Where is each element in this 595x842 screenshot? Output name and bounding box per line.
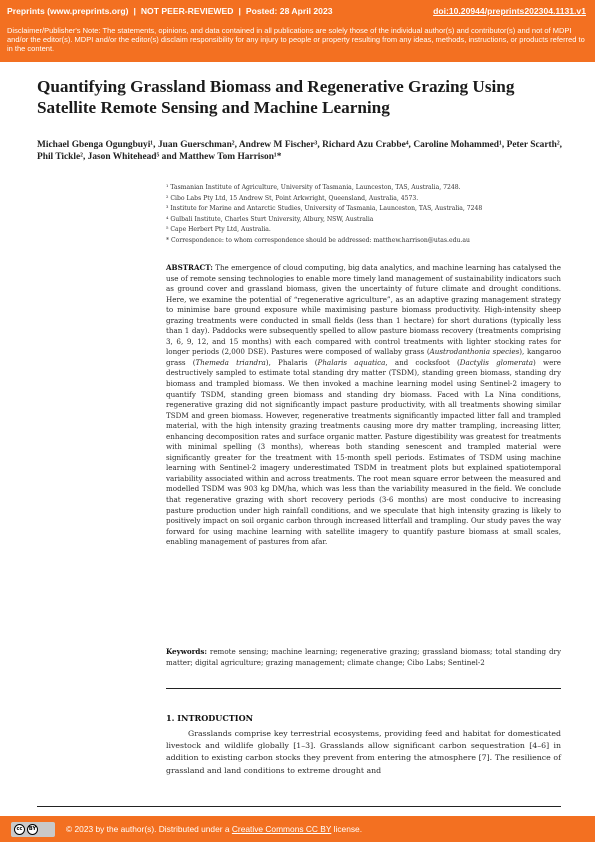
correspondence-note: * Correspondence: to whom correspondence should be addressed: matthew.harrison@utas.edu.au bbox=[166, 236, 470, 244]
license-prefix: © 2023 by the author(s). Distributed under a bbox=[66, 824, 232, 834]
site-link[interactable]: Preprints (www.preprints.org) bbox=[7, 6, 129, 16]
species-name: Dactylis glomerata bbox=[459, 357, 534, 367]
paper-title: Quantifying Grassland Biomass and Regenerative Grazing Using Satellite Remote Sensing and Machine Learning bbox=[37, 77, 515, 117]
license-suffix: license. bbox=[331, 824, 363, 834]
license-footer bbox=[0, 816, 595, 842]
abstract-text: ) were destructively sampled to estimate total standing dry matter (TSDM), standing green biomass, standing dry biomass and trampled biomass. We then invoked a machine learning model using Sentinel-2 imagery to quantify TSDM, standing green biomass and standing dry biomass. Faced with La Nina conditions, regenerative grazing did not significantly impact pasture productivity, with all treatments showing similar TSDM and green biomass. However, regenerative treatments significantly impacted litter fall and trampled material, with the high intensity grazing treatments causing more dry matter trampling, increasing litter, enhancing decomposition rates and surface organic matter. Pasture digestibility was greatest for treatments with minimal spelling (3 months), whereas both standing senescent and trampled material were significantly greater for the treatment with 15-month spell periods. Estimates of TSDM using machine learning with Sentinel-2 imagery underestimated TSDM in treatment plots but explained spatiotemporal variability associated within and across treatments. The root mean square error between the measured and modelled TSDM was 903 kg DM/ha, which was less than the variability measured in the field. We conclude that regenerative grazing with short recovery periods (3-6 months) are most conducive to increasing pasture production under high rainfall conditions, and we speculate that high intensity grazing is likely to positively impact on soil organic carbon through increased litterfall and trampling. Our study paves the way forward for using machine learning with satellite imagery to quantify pasture biomass at small scales, enabling management of pastures from afar. bbox=[166, 357, 561, 547]
doi-link[interactable]: doi:10.20944/preprints202304.1131.v1 bbox=[433, 6, 586, 16]
species-name: Phalaris aquatica bbox=[317, 357, 386, 367]
section-divider bbox=[166, 688, 561, 689]
author-list: Michael Gbenga Ogungbuyi¹, Juan Guerschman², Andrew M Fischer³, Richard Azu Crabbe⁴, Caroline Mohammed¹, Peter Scarth², Phil Tickle², Jason Whitehead⁵ and Matthew Tom Harrison¹* bbox=[37, 140, 562, 163]
affiliation-list bbox=[166, 183, 561, 247]
keywords bbox=[166, 647, 561, 668]
license-link[interactable]: Creative Commons CC BY bbox=[231, 824, 332, 834]
affiliation-item: ⁵ Cape Herbert Pty Ltd, Australia. bbox=[166, 226, 271, 234]
abstract-text: ), kangaroo grass ( bbox=[166, 347, 561, 367]
section-heading: 1. INTRODUCTION bbox=[166, 713, 254, 723]
abstract bbox=[166, 263, 561, 548]
species-name: Themeda triandra bbox=[195, 357, 266, 367]
keywords-text: remote sensing; machine learning; regenerative grazing; grassland biomass; total standing dry matter; digital agriculture; grazing management; climate change; Cibo Labs; Sentinel-2 bbox=[166, 647, 561, 667]
posted-date: Posted: 28 April 2023 bbox=[245, 6, 333, 16]
species-name: Austrodanthonia species bbox=[429, 347, 520, 357]
cc-by-icon: BY bbox=[27, 824, 38, 835]
disclaimer-text: Disclaimer/Publisher's Note: The statements, opinions, and data contained in all publications are solely those of the individual author(s) and contributor(s) and not of MDPI and/or the editor(s). MDPI and/or the editor(s) disclaim responsibility for any injury to people or property resulting from any ideas, methods, instructions, or products referred to in the content. bbox=[7, 26, 585, 54]
introduction-paragraph: Grasslands comprise key terrestrial ecosystems, providing feed and habitat for domesticated livestock and wildlife globally [1–3]. Grasslands allow significant carbon sequestration [4–6] in addition to existing carbon stocks they prevent from entering the atmosphere [7]. The resilience of grassland and land conditions to extreme drought and bbox=[166, 729, 561, 775]
affiliation-item: ⁴ Gulbali Institute, Charles Sturt University, Albury, NSW, Australia bbox=[166, 215, 374, 223]
affiliation-item: ³ Institute for Marine and Antarctic Studies, University of Tasmania, Launceston, TAS, Australia, 7248 bbox=[166, 205, 483, 213]
affiliation-item: ¹ Tasmanian Institute of Agriculture, University of Tasmania, Launceston, TAS, Australia, 7248. bbox=[166, 184, 461, 191]
abstract-text: ), Phalaris ( bbox=[265, 357, 318, 367]
banner-separator: | bbox=[238, 6, 241, 16]
cc-license-badge[interactable] bbox=[11, 822, 55, 837]
abstract-text: The emergence of cloud computing, big data analytics, and machine learning has catalysed the use of remote sensing technologies to enable more timely land management of sustainability indicators such as ground cover and grassland biomass, given the uncertainty of future climate and drought conditions. Here, we examine the potential of “regenerative agriculture”, as an adaptive grazing management strategy to minimise bare ground exposure while maximising pasture biomass productivity. High-intensity sheep grazing treatments were conducted in small fields (less than 1 hectare) for short durations (typically less than 1 day). Paddocks were subsequently spelled to allow pasture biomass recovery (treatments comprising 3, 6, 9, 12, and 15 months) with each compared with control treatments with lighter stocking rates for longer periods (2,000 DSE). Pastures were composed of wallaby grass ( bbox=[166, 263, 561, 357]
preprint-banner bbox=[0, 0, 595, 62]
cc-icon: cc bbox=[14, 824, 25, 835]
license-statement bbox=[66, 824, 362, 834]
peer-review-status: NOT PEER-REVIEWED bbox=[140, 6, 234, 16]
affiliation-item: ² Cibo Labs Pty Ltd, 15 Andrew St, Point Arkwright, Queensland, Australia, 4573. bbox=[166, 194, 419, 202]
banner-separator: | bbox=[133, 6, 136, 16]
abstract-text: , and cocksfoot ( bbox=[385, 357, 460, 367]
footer-divider bbox=[37, 806, 561, 807]
abstract-label: ABSTRACT: bbox=[166, 263, 213, 272]
keywords-label: Keywords: bbox=[166, 647, 208, 656]
